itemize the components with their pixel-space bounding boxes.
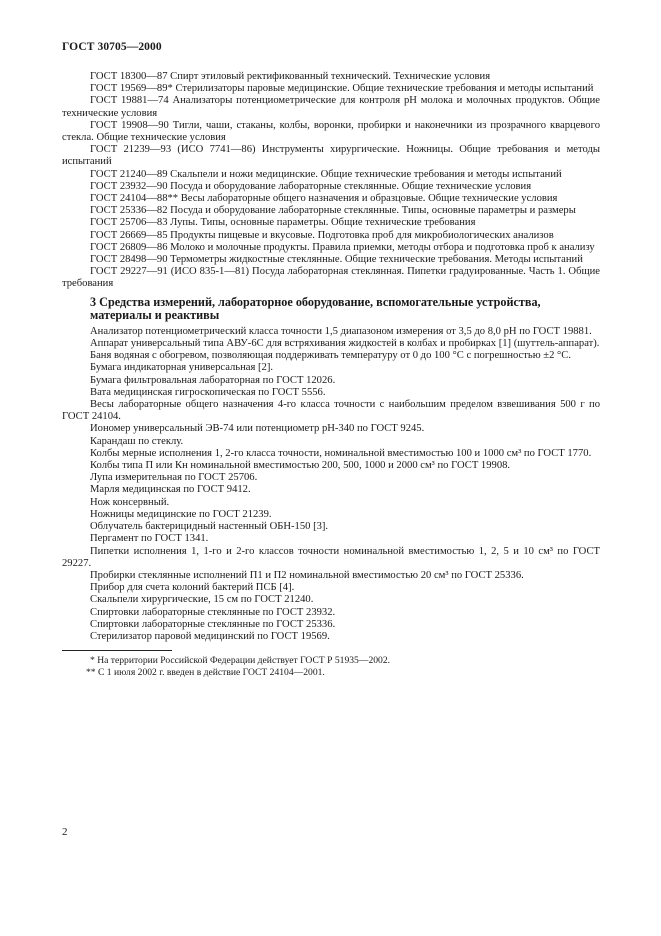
- reference-item: ГОСТ 21240—89 Скальпели и ножи медицинские. Общие технические требования и методы испытаний: [90, 168, 562, 180]
- equipment-item: Баня водяная с обогревом, позволяющая поддерживать температуру от 0 до 100 °С с погрешностью ±2 °С.: [90, 350, 571, 362]
- equipment-item: Карандаш по стеклу.: [90, 435, 184, 447]
- reference-item: ГОСТ 24104—88** Весы лабораторные общего назначения и образцовые. Общие технические условия: [90, 193, 558, 205]
- equipment-item: Иономер универсальный ЭВ-74 или потенциометр pH-340 по ГОСТ 9245.: [90, 423, 425, 435]
- equipment-item: Спиртовки лабораторные стеклянные по ГОСТ 25336.: [90, 618, 336, 630]
- footnote-1: * На территории Российской Федерации действует ГОСТ Р 51935—2002.: [90, 655, 391, 667]
- equipment-item: Пробирки стеклянные исполнений П1 и П2 номинальной вместимостью 20 см³ по ГОСТ 25336.: [90, 569, 524, 581]
- equipment-item: Аппарат универсальный типа АВУ-6С для встряхивания жидкостей в колбах и пробирках [1] (шуттель-аппарат).: [90, 338, 600, 350]
- equipment-item: Бумага фильтровальная лабораторная по ГОСТ 12026.: [90, 374, 336, 386]
- equipment-item: Колбы типа П или Кн номинальной вместимостью 200, 500, 1000 и 2000 см³ по ГОСТ 19908.: [90, 460, 511, 472]
- reference-item: ГОСТ 18300—87 Спирт этиловый ректификованный технический. Технические условия: [90, 71, 491, 82]
- reference-item: ГОСТ 25336—82 Посуда и оборудование лабораторные стеклянные. Типы, основные параметры и размеры: [90, 205, 576, 217]
- footnote-divider: [62, 650, 172, 651]
- equipment-item: Ножницы медицинские по ГОСТ 21239.: [90, 508, 272, 520]
- section-3-heading: 3 Средства измерений, лабораторное оборудование, вспомогательные устройства, материалы и реактивы: [90, 294, 541, 323]
- equipment-item: Прибор для счета колоний бактерий ПСБ [4].: [90, 582, 295, 594]
- equipment-item: Скальпели хирургические, 15 см по ГОСТ 21240.: [90, 594, 314, 606]
- reference-item: ГОСТ 26809—86 Молоко и молочные продукты. Правила приемки, методы отбора и подготовка проб к анализу: [90, 241, 595, 253]
- section-3-items: [62, 326, 600, 643]
- equipment-item: Стерилизатор паровой медицинский по ГОСТ 19569.: [90, 630, 330, 642]
- reference-item: ГОСТ 19569—89* Стерилизаторы паровые медицинские. Общие технические требования и методы испытаний: [90, 83, 594, 95]
- reference-item: ГОСТ 29227—91 (ИСО 835-1—81) Посуда лабораторная стеклянная. Пипетки градуированные. Часть 1. Общие требования: [62, 266, 600, 290]
- page-number: 2: [62, 826, 68, 838]
- page-header-title: ГОСТ 30705—2000: [62, 41, 162, 53]
- equipment-item: Марля медицинская по ГОСТ 9412.: [90, 484, 251, 496]
- equipment-item: Пипетки исполнения 1, 1-го и 2-го классов точности номинальной вместимостью 1, 2, 5 и 10 см³ по ГОСТ 29227.: [62, 545, 600, 569]
- equipment-item: Анализатор потенциометрический класса точности 1,5 диапазоном измерения от 3,5 до 8,0 pH по ГОСТ 19881.: [90, 325, 592, 337]
- equipment-item: Пергамент по ГОСТ 1341.: [90, 533, 209, 545]
- reference-item: ГОСТ 19908—90 Тигли, чаши, стаканы, колбы, воронки, пробирки и наконечники из прозрачного кварцевого стекла. Общие технические условия: [62, 119, 600, 144]
- reference-item: ГОСТ 25706—83 Лупы. Типы, основные параметры. Общие технические требования: [90, 217, 476, 229]
- equipment-item: Колбы мерные исполнения 1, 2-го класса точности, номинальной вместимостью 100 и 1000 см³ по ГОСТ 1770.: [90, 447, 592, 459]
- equipment-item: Лупа измерительная по ГОСТ 25706.: [90, 472, 258, 484]
- reference-item: ГОСТ 19881—74 Анализаторы потенциометрические для контроля pH молока и молочных продуктов. Общие технические условия: [62, 95, 600, 119]
- references-list: [62, 71, 600, 291]
- equipment-item: Нож консервный.: [90, 496, 170, 508]
- equipment-item: Бумага индикаторная универсальная [2].: [90, 362, 274, 374]
- reference-item: ГОСТ 21239—93 (ИСО 7741—86) Инструменты хирургические. Ножницы. Общие требования и методы испытаний: [62, 144, 600, 168]
- reference-item: ГОСТ 23932—90 Посуда и оборудование лабораторные стеклянные. Общие технические условия: [90, 180, 532, 192]
- equipment-item: Вата медицинская гигроскопическая по ГОСТ 5556.: [90, 386, 326, 398]
- equipment-item: Спиртовки лабораторные стеклянные по ГОСТ 23932.: [90, 606, 336, 618]
- equipment-item: Весы лабораторные общего назначения 4-го класса точности с наибольшим пределом взвешивания 500 г по ГОСТ 24104.: [62, 399, 600, 423]
- footnote-2: ** С 1 июля 2002 г. введен в действие ГОСТ 24104—2001.: [86, 666, 325, 678]
- reference-item: ГОСТ 26669—85 Продукты пищевые и вкусовые. Подготовка проб для микробиологических анализов: [90, 229, 554, 241]
- reference-item: ГОСТ 28498—90 Термометры жидкостные стеклянные. Общие технические требования. Методы испытаний: [90, 254, 583, 266]
- document-body: [62, 71, 600, 678]
- equipment-item: Облучатель бактерицидный настенный ОБН-150 [3].: [90, 521, 329, 533]
